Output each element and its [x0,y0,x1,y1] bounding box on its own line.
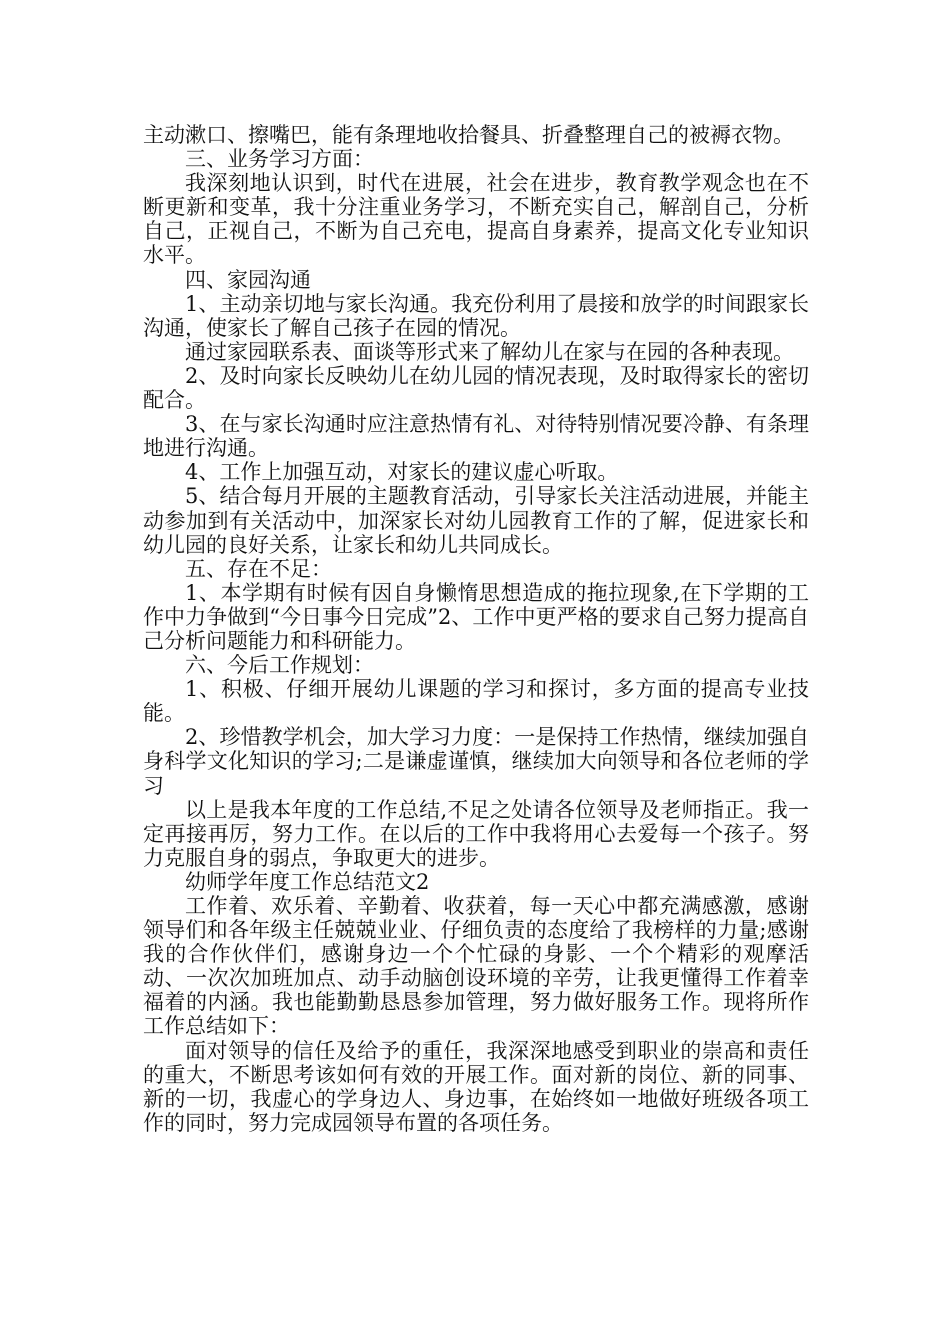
section-heading-home-school-communication: 四、家园沟通 [185,267,311,292]
paragraph-18: 工作着、欢乐着、辛勤着、收获着，每一天心中都充满感激，感谢领导们和各年级主任兢兢业业、仔细负责的态度给了我榜样的力量;感谢我的合作伙伴们，感谢身边一个个忙碌的身影、一个个精彩的观摩活动、一次次加班加点、动手动脑创设环境的辛劳，让我更懂得工作着幸福着的内涵。我也能勤勤恳恳参加管理，努力做好服务工作。现将所作工作总结如下： [143,894,809,1039]
paragraph-19: 面对领导的信任及给予的重任，我深深地感受到职业的崇高和责任的重大，不断思考该如何有效的开展工作。面对新的岗位、新的同事、新的一切，我虚心的学身边人、身边事，在始终如一地做好班级各项工作的同时，努力完成园领导布置的各项任务。 [143,1038,809,1135]
paragraph-3: 我深刻地认识到，时代在进展，社会在进步，教育教学观念也在不断更新和变革，我十分注重业务学习，不断充实自己，解剖自己，分析自己，正视自己，不断为自己充电，提高自身素养，提高文化专业知识水平。 [143,171,809,268]
article-title-2: 幼师学年度工作总结范文2 [185,869,430,894]
paragraph-5: 1、主动亲切地与家长沟通。我充份利用了晨接和放学的时间跟家长沟通，使家长了解自己孩子在园的情况。 [143,291,809,340]
paragraph-8: 3、在与家长沟通时应注意热情有礼、对待特别情况要冷静、有条理地进行沟通。 [143,412,809,461]
paragraph-1: 主动漱口、擦嘴巴，能有条理地收拾餐具、折叠整理自己的被褥衣物。 [143,123,794,147]
paragraph-16: 以上是我本年度的工作总结,不足之处请各位领导及老师指正。我一定再接再厉，努力工作。在以后的工作中我将用心去爱每一个孩子。努力克服自身的弱点，争取更大的进步。 [143,797,809,870]
paragraph-14: 1、积极、仔细开展幼儿课题的学习和探讨，多方面的提高专业技能。 [143,677,809,726]
paragraph-9: 4、工作上加强互动，对家长的建议虚心听取。 [185,460,619,485]
section-heading-business-study: 三、业务学习方面： [185,147,374,172]
section-heading-shortcomings: 五、存在不足： [185,556,332,581]
section-heading-future-plan: 六、今后工作规划： [185,653,374,678]
paragraph-15: 2、珍惜教学机会，加大学习力度：一是保持工作热情，继续加强自身科学文化知识的学习;二是谦虚谨慎，继续加大向领导和各位老师的学习 [143,725,809,798]
paragraph-12: 1、本学期有时候有因自身懒惰思想造成的拖拉现象,在下学期的工作中力争做到“今日事今日完成”2、工作中更严格的要求自己努力提高自己分析问题能力和科研能力。 [143,580,809,653]
paragraph-6: 通过家园联系表、面谈等形式来了解幼儿在家与在园的各种表现。 [185,339,794,364]
document-body [143,123,809,1135]
paragraph-7: 2、及时向家长反映幼儿在幼儿园的情况表现，及时取得家长的密切配合。 [143,363,809,413]
paragraph-10: 5、结合每月开展的主题教育活动，引导家长关注活动进展，并能主动参加到有关活动中，加深家长对幼儿园教育工作的了解，促进家长和幼儿园的良好关系，让家长和幼儿共同成长。 [143,484,809,557]
